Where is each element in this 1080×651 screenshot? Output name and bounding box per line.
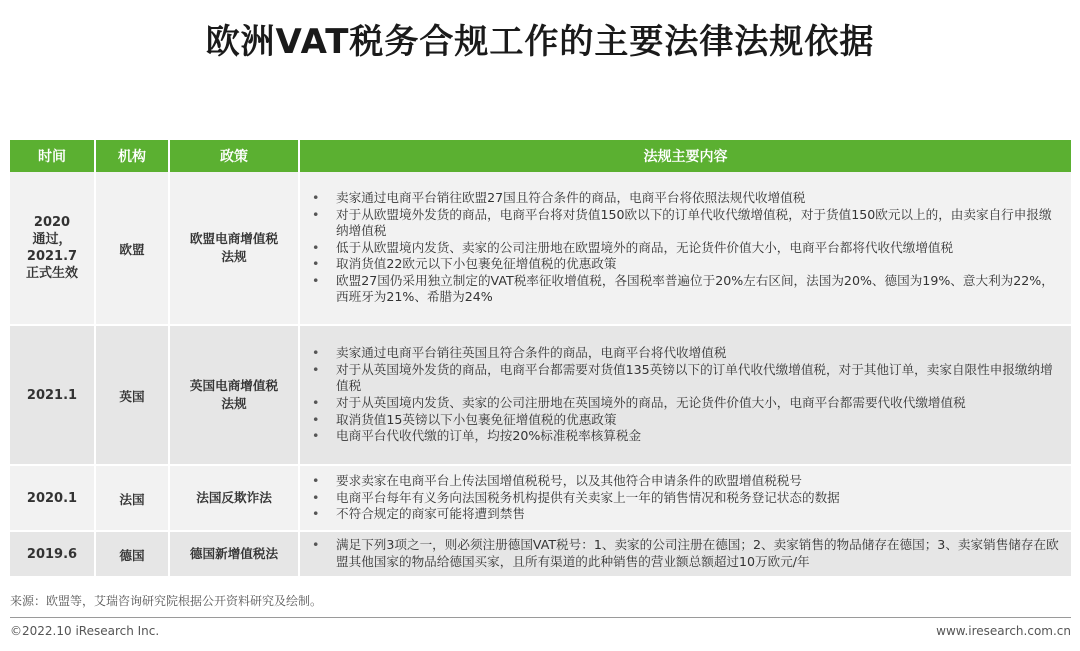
list-item: • 卖家通过电商平台销往欧盟27国且符合条件的商品，电商平台将依照法规代收增值税 <box>336 190 1063 207</box>
list-item: • 对于从英国境内发货、卖家的公司注册地在英国境外的商品，无论货件价值大小，电商平台都需要代收代缴增值税 <box>336 395 1063 412</box>
row-policy: 德国新增值税法 <box>169 531 299 577</box>
row-time: 2020 通过， 2021.7 正式生效 <box>10 172 95 325</box>
header-content: 法规主要内容 <box>299 140 1071 172</box>
row-policy: 法国反欺诈法 <box>169 465 299 531</box>
row-policy: 英国电商增值税 法规 <box>169 325 299 465</box>
row-org: 法国 <box>95 465 169 531</box>
content-list <box>300 190 1071 306</box>
list-item: • 满足下列3项之一，则必须注册德国VAT税号：1、卖家的公司注册在德国；2、卖家销售的物品储存在德国；3、卖家销售储存在欧盟其他国家的物品给德国买家，且所有渠道的此种销售的营业额总额超过10万欧元/年 <box>336 537 1063 570</box>
page-title: 欧洲VAT税务合规工作的主要法律法规依据 <box>205 22 875 62</box>
list-item: • 低于从欧盟境内发货、卖家的公司注册地在欧盟境外的商品，无论货件价值大小，电商平台都将代收代缴增值税 <box>336 240 1063 257</box>
row-policy: 欧盟电商增值税 法规 <box>169 172 299 325</box>
table-row <box>10 172 1071 325</box>
header-org: 机构 <box>95 140 169 172</box>
row-content <box>299 465 1071 531</box>
source-note: 来源：欧盟等，艾瑞咨询研究院根据公开资料研究及绘制。 <box>10 594 323 608</box>
table-header-row <box>10 140 1071 172</box>
header-policy: 政策 <box>169 140 299 172</box>
row-org: 英国 <box>95 325 169 465</box>
list-item: • 取消货值22欧元以下小包裹免征增值税的优惠政策 <box>336 256 1063 273</box>
content-list <box>300 473 1071 523</box>
list-item: • 要求卖家在电商平台上传法国增值税税号，以及其他符合申请条件的欧盟增值税税号 <box>336 473 1063 490</box>
list-item: • 对于从欧盟境外发货的商品，电商平台将对货值150欧以下的订单代收代缴增值税，对于货值150欧元以上的，由卖家自行申报缴纳增值税 <box>336 207 1063 240</box>
table-row <box>10 531 1071 577</box>
row-time: 2019.6 <box>10 531 95 577</box>
row-content <box>299 325 1071 465</box>
list-item: • 欧盟27国仍采用独立制定的VAT税率征收增值税，各国税率普遍位于20%左右区间，法国为20%、德国为19%、意大利为22%，西班牙为21%、希腊为24% <box>336 273 1063 306</box>
row-content <box>299 531 1071 577</box>
website-link[interactable]: www.iresearch.com.cn <box>936 624 1071 638</box>
list-item: • 卖家通过电商平台销往英国且符合条件的商品，电商平台将代收增值税 <box>336 345 1063 362</box>
regulations-table <box>10 140 1071 578</box>
table-row <box>10 325 1071 465</box>
row-time: 2021.1 <box>10 325 95 465</box>
list-item: • 取消货值15英镑以下小包裹免征增值税的优惠政策 <box>336 412 1063 429</box>
list-item: • 电商平台每年有义务向法国税务机构提供有关卖家上一年的销售情况和税务登记状态的数据 <box>336 490 1063 507</box>
row-org: 欧盟 <box>95 172 169 325</box>
list-item: • 不符合规定的商家可能将遭到禁售 <box>336 506 1063 523</box>
row-time: 2020.1 <box>10 465 95 531</box>
content-list <box>300 345 1071 445</box>
row-content <box>299 172 1071 325</box>
footer-divider <box>10 617 1071 618</box>
row-org: 德国 <box>95 531 169 577</box>
list-item: • 对于从英国境外发货的商品，电商平台都需要对货值135英镑以下的订单代收代缴增值税，对于其他订单，卖家自限性申报缴纳增值税 <box>336 362 1063 395</box>
copyright-text: ©2022.10 iResearch Inc. <box>10 624 160 638</box>
content-list <box>300 537 1071 570</box>
list-item: • 电商平台代收代缴的订单，均按20%标准税率核算税金 <box>336 428 1063 445</box>
table-row <box>10 465 1071 531</box>
header-time: 时间 <box>10 140 95 172</box>
